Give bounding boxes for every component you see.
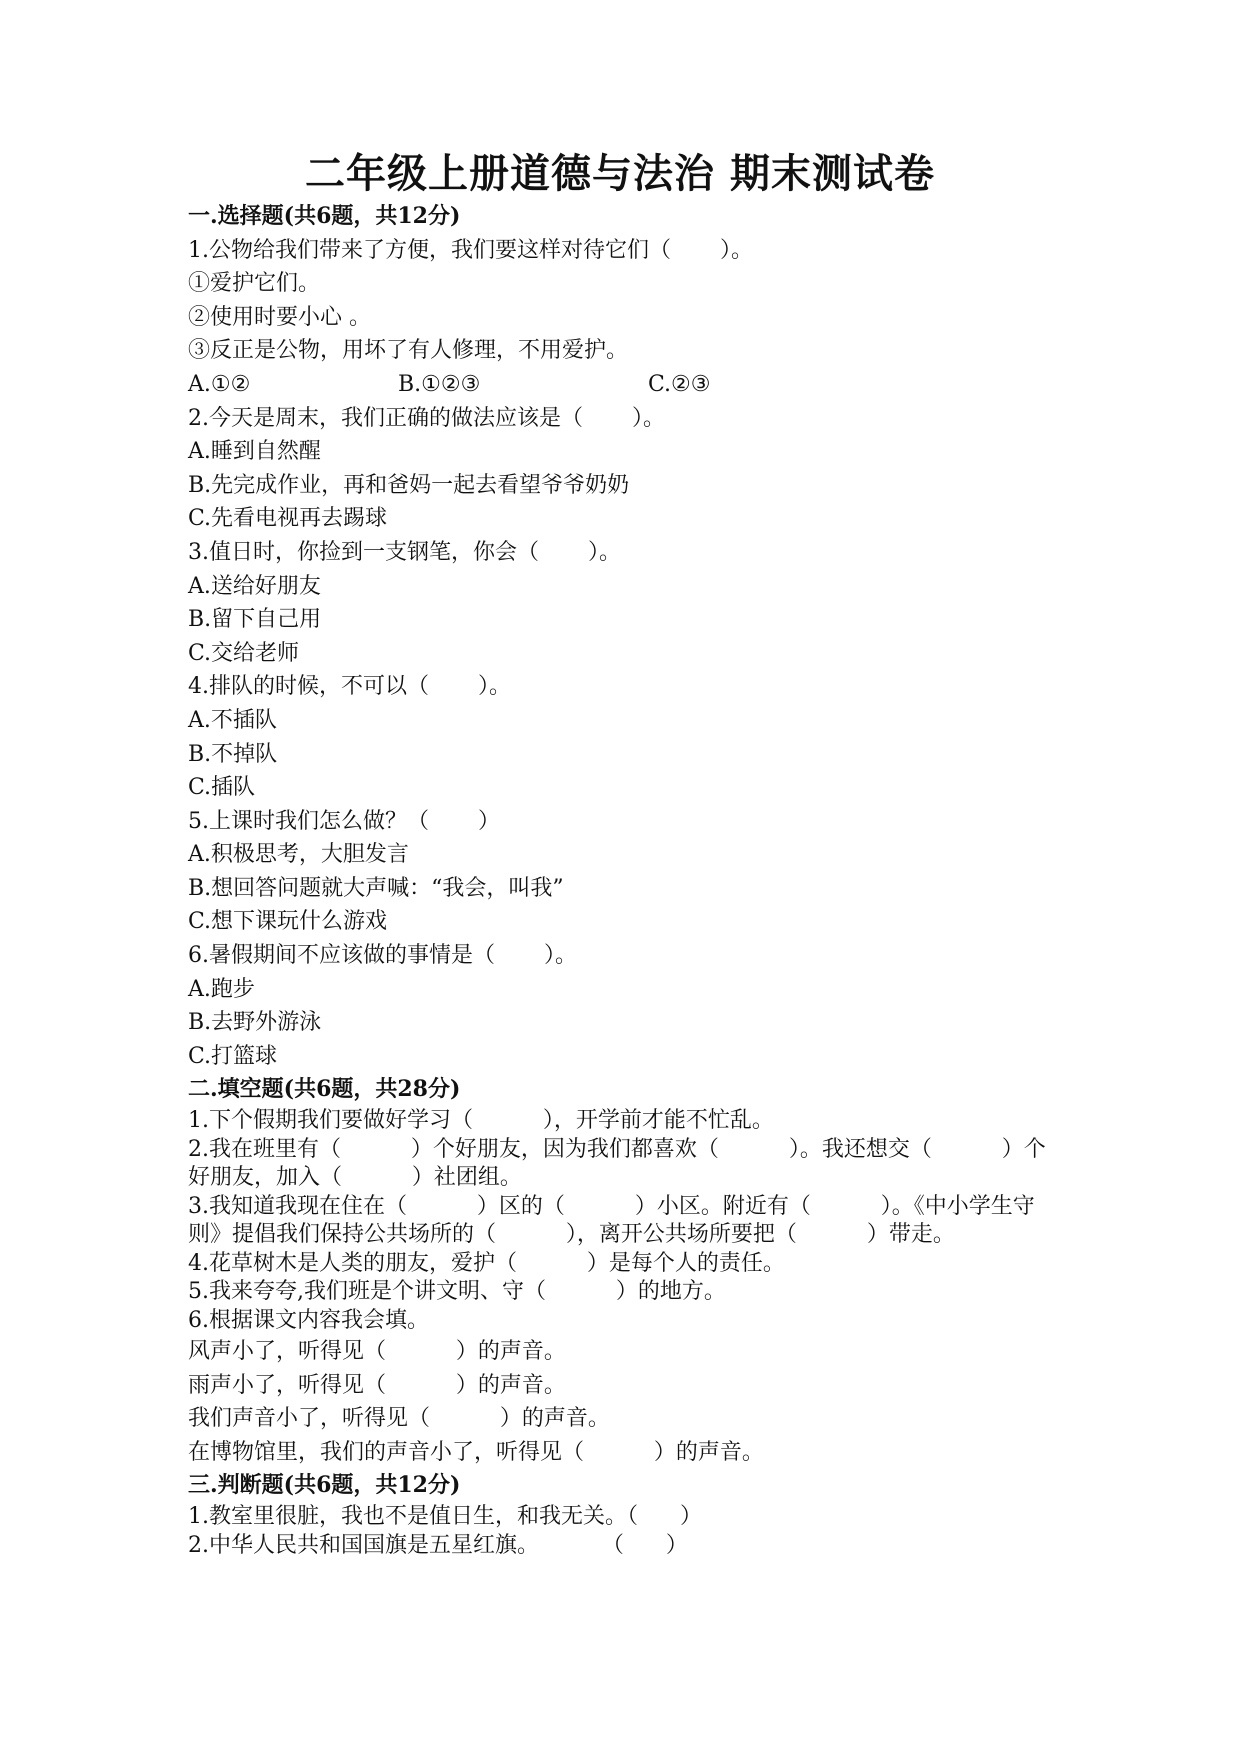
question-2-5: 5.我来夸夸,我们班是个讲文明、守（ ）的地方。 (188, 1279, 726, 1305)
option-c: C.交给老师 (188, 640, 300, 666)
option-c: C.先看电视再去踢球 (188, 506, 388, 532)
option-b: B.先完成作业，再和爸妈一起去看望爷爷奶奶 (188, 472, 630, 498)
question-1-1-note-1: ①爱护它们。 (188, 271, 321, 297)
question-2-6-line-4: 在博物馆里，我们的声音小了，听得见（ ）的声音。 (188, 1439, 764, 1465)
question-2-2: 2.我在班里有（ ）个好朋友，因为我们都喜欢（ ）。我还想交（ ）个好朋友，加入（ ）社团组。 (188, 1136, 1046, 1191)
question-1-4-stem: 4.排队的时候，不可以（ ）。 (188, 674, 511, 700)
option-c: C.②③ (648, 371, 711, 397)
section-1-heading: 一.选择题(共6题，共12分) (188, 203, 461, 229)
question-1-1-options (188, 368, 1060, 402)
option-a: A.睡到自然醒 (188, 439, 321, 465)
section-2-heading: 二.填空题(共6题，共28分) (188, 1076, 461, 1103)
question-1-1-stem: 1.公物给我们带来了方便，我们要这样对待它们（ ）。 (188, 237, 753, 263)
question-2-6-line-3: 我们声音小了，听得见（ ）的声音。 (188, 1406, 610, 1432)
question-2-6-line-2: 雨声小了，听得见（ ）的声音。 (188, 1372, 566, 1398)
option-b: B.留下自己用 (188, 607, 322, 633)
exam-content (188, 200, 1060, 1560)
option-c: C.打篮球 (188, 1043, 278, 1069)
question-3-2: 2.中华人民共和国国旗是五星红旗。 （ ） (188, 1532, 688, 1558)
question-1-2-stem: 2.今天是周末，我们正确的做法应该是（ ）。 (188, 405, 665, 431)
option-a: A.①② (188, 371, 251, 397)
option-c: C.想下课玩什么游戏 (188, 909, 388, 935)
option-b: B.①②③ (398, 371, 481, 397)
question-2-6-stem: 6.根据课文内容我会填。 (188, 1307, 429, 1333)
section-3-heading: 三.判断题(共6题，共12分) (188, 1472, 461, 1499)
option-b: B.不掉队 (188, 741, 278, 767)
question-1-6-stem: 6.暑假期间不应该做的事情是（ ）。 (188, 943, 577, 969)
option-b: B.去野外游泳 (188, 1010, 322, 1036)
question-1-3-stem: 3.值日时，你捡到一支钢笔，你会（ ）。 (188, 539, 621, 565)
question-1-1-note-2: ②使用时要小心 。 (188, 304, 371, 330)
question-1-1-note-3: ③反正是公物，用坏了有人修理，不用爱护。 (188, 338, 629, 364)
question-2-4: 4.花草树木是人类的朋友，爱护（ ）是每个人的责任。 (188, 1250, 785, 1276)
option-b: B.想回答问题就大声喊：“我会，叫我” (188, 875, 564, 901)
page-title: 二年级上册道德与法治 期末测试卷 (305, 150, 935, 197)
option-c: C.插队 (188, 775, 256, 801)
option-a: A.跑步 (188, 976, 255, 1002)
question-2-6-line-1: 风声小了，听得见（ ）的声音。 (188, 1339, 566, 1365)
option-a: A.不插队 (188, 707, 277, 733)
option-a: A.积极思考，大胆发言 (188, 842, 409, 868)
question-2-1: 1.下个假期我们要做好学习（ ），开学前才能不忙乱。 (188, 1108, 774, 1134)
question-3-1: 1.教室里很脏，我也不是值日生，和我无关。（ ） (188, 1504, 702, 1529)
question-2-3: 3.我知道我现在住在（ ）区的（ ）小区。附近有（ ）。《中小学生守则》提倡我们保持公共场所的（ ），离开公共场所要把（ ）带走。 (188, 1193, 1035, 1248)
question-1-5-stem: 5.上课时我们怎么做？（ ） (188, 808, 500, 834)
option-a: A.送给好朋友 (188, 573, 321, 599)
